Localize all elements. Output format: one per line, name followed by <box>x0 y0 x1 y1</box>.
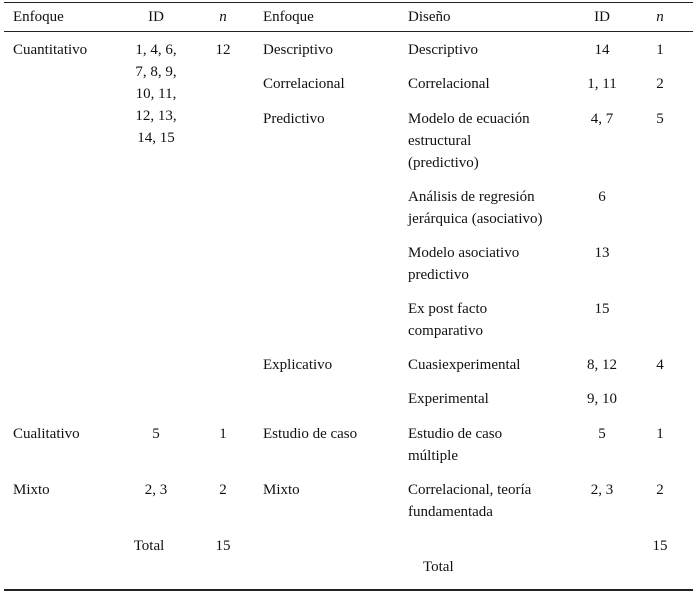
descriptivo-design: Descriptivo <box>408 42 478 58</box>
cualitativo-id-2: 5 <box>598 426 606 442</box>
cualitativo-ids: 5 <box>152 426 160 442</box>
top-rule <box>4 2 693 3</box>
predictivo-design-1-line-3: (predictivo) <box>408 155 479 171</box>
header-enfoque-2: Enfoque <box>263 9 314 25</box>
predictivo-design-1-line-1: Modelo de ecuación <box>408 111 530 127</box>
header-rule <box>4 31 693 32</box>
cualitativo-n-2: 1 <box>656 426 664 442</box>
descriptivo-enfoque: Descriptivo <box>263 42 333 58</box>
header-n-2: n <box>656 9 664 25</box>
mixto-n: 2 <box>219 482 227 498</box>
predictivo-design-3-id: 13 <box>594 245 610 261</box>
predictivo-design-4-id: 15 <box>594 301 610 317</box>
mixto-label: Mixto <box>13 482 50 498</box>
header-diseno: Diseño <box>408 9 451 25</box>
header-enfoque: Enfoque <box>13 9 64 25</box>
explicativo-enfoque: Explicativo <box>263 357 333 373</box>
cuantitativo-n: 12 <box>215 42 231 58</box>
bottom-rule <box>4 589 693 591</box>
cualitativo-n: 1 <box>219 426 227 442</box>
predictivo-design-2-line-1: Análisis de regresión <box>408 189 535 205</box>
predictivo-design-3-line-2: predictivo <box>408 267 469 283</box>
descriptivo-id: 14 <box>594 42 610 58</box>
explicativo-design-1-id: 8, 12 <box>587 357 617 373</box>
explicativo-design-2-id: 9, 10 <box>587 391 617 407</box>
correlacional-enfoque: Correlacional <box>263 76 345 92</box>
header-id-2: ID <box>594 9 610 25</box>
predictivo-n: 5 <box>656 111 664 127</box>
mixto-enfoque-2: Mixto <box>263 482 300 498</box>
predictivo-design-2-line-2: jerárquica (asociativo) <box>408 211 543 227</box>
predictivo-design-1-line-2: estructural <box>408 133 472 149</box>
mixto-n-2: 2 <box>656 482 664 498</box>
total-left-label: Total <box>133 538 165 554</box>
explicativo-n: 4 <box>656 357 664 373</box>
predictivo-design-4-line-2: comparativo <box>408 323 483 339</box>
correlacional-n: 2 <box>656 76 664 92</box>
cuantitativo-ids-line-2: 7, 8, 9, <box>135 64 177 80</box>
cuantitativo-ids-line-4: 12, 13, <box>135 108 177 124</box>
predictivo-design-4-line-1: Ex post facto <box>408 301 488 317</box>
correlacional-design: Correlacional <box>408 76 490 92</box>
mixto-design-line-1: Correlacional, teoría <box>408 482 532 498</box>
correlacional-id: 1, 11 <box>587 76 617 92</box>
mixto-id-2: 2, 3 <box>590 482 614 498</box>
header-n: n <box>219 9 227 25</box>
cuantitativo-label: Cuantitativo <box>13 42 88 58</box>
cuantitativo-ids-line-5: 14, 15 <box>137 130 175 146</box>
predictivo-design-3-line-1: Modelo asociativo <box>408 245 520 261</box>
cualitativo-design-line-2: múltiple <box>408 448 458 464</box>
cuantitativo-ids-line-3: 10, 11, <box>135 86 177 102</box>
cualitativo-design-line-1: Estudio de caso <box>408 426 503 442</box>
mixto-design-line-2: fundamentada <box>408 504 493 520</box>
predictivo-design-1-id: 4, 7 <box>590 111 614 127</box>
mixto-ids: 2, 3 <box>144 482 168 498</box>
descriptivo-n: 1 <box>656 42 664 58</box>
predictivo-design-2-id: 6 <box>598 189 606 205</box>
explicativo-design-1: Cuasiexperimental <box>408 357 521 373</box>
predictivo-enfoque: Predictivo <box>263 111 325 127</box>
total-right-n: 15 <box>652 538 668 554</box>
cualitativo-enfoque-2: Estudio de caso <box>263 426 358 442</box>
cuantitativo-ids-line-1: 1, 4, 6, <box>135 42 177 58</box>
header-id: ID <box>148 9 164 25</box>
total-right-label: Total <box>423 559 454 575</box>
cualitativo-label: Cualitativo <box>13 426 80 442</box>
total-left-n: 15 <box>215 538 231 554</box>
explicativo-design-2: Experimental <box>408 391 489 407</box>
